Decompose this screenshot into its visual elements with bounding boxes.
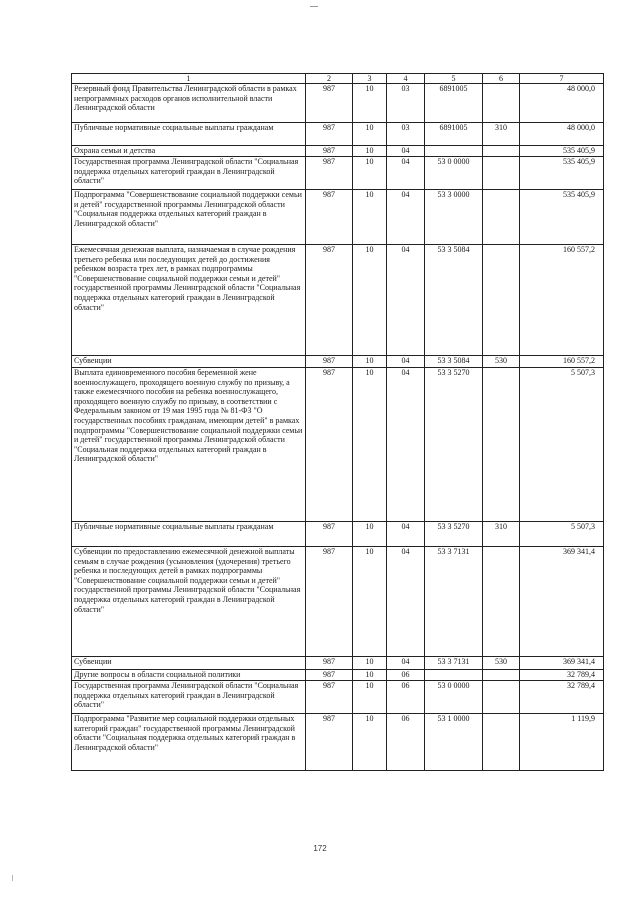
row-code-subsection: 03 [387,84,425,123]
header-cell: 3 [353,74,387,84]
row-amount: 369 341,4 [520,657,604,670]
row-code-target: 53 1 0000 [425,714,483,771]
row-code-subsection: 04 [387,157,425,190]
row-code-section: 10 [353,190,387,245]
table-row [72,714,604,771]
row-code-subsection: 06 [387,681,425,714]
row-code-section: 10 [353,670,387,681]
row-code-section: 10 [353,356,387,368]
row-code-target: 53 0 0000 [425,681,483,714]
scan-artifact-mark [310,6,318,7]
row-code-section: 10 [353,547,387,657]
table-row [72,368,604,522]
table-row [72,123,604,146]
table-row [72,522,604,547]
row-code-target: 53 3 7131 [425,547,483,657]
row-amount: 32 789,4 [520,670,604,681]
row-code-target: 53 3 0000 [425,190,483,245]
row-code-section: 10 [353,714,387,771]
row-amount: 535 405,9 [520,146,604,157]
row-code-subsection: 06 [387,714,425,771]
row-code-subsection: 04 [387,522,425,547]
row-code-target: 53 0 0000 [425,157,483,190]
row-code-ministry: 987 [306,681,353,714]
table-row [72,245,604,356]
row-code-ministry: 987 [306,356,353,368]
row-amount: 160 557,2 [520,245,604,356]
table-row [72,547,604,657]
row-code-ministry: 987 [306,547,353,657]
row-code-target: 53 3 5270 [425,368,483,522]
row-code-section: 10 [353,157,387,190]
row-name: Подпрограмма "Совершенствование социальной поддержки семьи и детей" государственной программы Ленинградской области "Социальная поддержка отдельных категорий граждан в Ленинградской области" [72,190,306,245]
table-row [72,356,604,368]
table-row [72,657,604,670]
table-row [72,190,604,245]
row-code-expense-type [483,245,520,356]
row-code-expense-type [483,547,520,657]
row-amount: 32 789,4 [520,681,604,714]
row-code-ministry: 987 [306,657,353,670]
row-code-expense-type [483,714,520,771]
row-amount: 160 557,2 [520,356,604,368]
row-name: Ежемесячная денежная выплата, назначаемая в случае рождения третьего ребенка или последующих детей до достижения ребенком возраста трех лет, в рамках подпрограммы "Совершенствование социальной поддержки семьи и детей" государственной программы Ленинградской области "Социальная поддержка отдельных категорий граждан в Ленинградской области" [72,245,306,356]
row-code-ministry: 987 [306,123,353,146]
row-amount: 48 000,0 [520,84,604,123]
row-amount: 535 405,9 [520,157,604,190]
row-code-subsection: 04 [387,245,425,356]
header-cell: 2 [306,74,353,84]
page-number: 172 [313,844,327,853]
row-code-target: 53 3 7131 [425,657,483,670]
row-code-subsection: 03 [387,123,425,146]
row-code-target: 53 3 5084 [425,245,483,356]
row-code-section: 10 [353,681,387,714]
row-code-expense-type: 310 [483,522,520,547]
row-code-expense-type [483,146,520,157]
row-code-expense-type [483,670,520,681]
row-code-target [425,670,483,681]
row-code-target [425,146,483,157]
row-code-expense-type: 530 [483,356,520,368]
header-cell: 7 [520,74,604,84]
header-cell: 6 [483,74,520,84]
row-name: Субвенции [72,356,306,368]
row-code-expense-type: 310 [483,123,520,146]
row-code-ministry: 987 [306,245,353,356]
row-amount: 5 507,3 [520,522,604,547]
row-code-subsection: 04 [387,547,425,657]
row-amount: 48 000,0 [520,123,604,146]
row-code-section: 10 [353,522,387,547]
row-code-target: 53 3 5084 [425,356,483,368]
row-code-expense-type [483,190,520,245]
row-code-subsection: 04 [387,146,425,157]
row-amount: 1 119,9 [520,714,604,771]
row-name: Государственная программа Ленинградской области "Социальная поддержка отдельных категорий граждан в Ленинградской области" [72,681,306,714]
row-code-subsection: 04 [387,657,425,670]
table-row [72,84,604,123]
table-row [72,157,604,190]
table-row [72,146,604,157]
row-code-expense-type [483,84,520,123]
header-cell: 4 [387,74,425,84]
row-code-expense-type [483,681,520,714]
row-name: Субвенции [72,657,306,670]
row-code-ministry: 987 [306,190,353,245]
row-code-ministry: 987 [306,157,353,190]
row-code-section: 10 [353,84,387,123]
row-code-target: 6891005 [425,84,483,123]
row-code-ministry: 987 [306,84,353,123]
row-code-ministry: 987 [306,670,353,681]
row-name: Резервный фонд Правительства Ленинградской области в рамках непрограммных расходов органов исполнительной власти Ленинградской области [72,84,306,123]
header-cell: 5 [425,74,483,84]
row-code-ministry: 987 [306,522,353,547]
row-code-target: 6891005 [425,123,483,146]
row-name: Другие вопросы в области социальной политики [72,670,306,681]
scan-artifact-mark [12,875,13,881]
row-name: Охрана семьи и детства [72,146,306,157]
row-code-section: 10 [353,657,387,670]
row-amount: 535 405,9 [520,190,604,245]
header-cell: 1 [72,74,306,84]
row-code-expense-type [483,157,520,190]
row-code-subsection: 04 [387,356,425,368]
row-name: Подпрограмма "Развитие мер социальной поддержки отдельных категорий граждан" государственной программы Ленинградской области "Социальная поддержка отдельных категорий граждан в Ленинградской области" [72,714,306,771]
row-amount: 369 341,4 [520,547,604,657]
row-code-subsection: 06 [387,670,425,681]
row-code-section: 10 [353,245,387,356]
row-code-expense-type: 530 [483,657,520,670]
row-name: Субвенции по предоставлению ежемесячной денежной выплаты семьям в случае рождения (усыновления (удочерения) третьего ребенка и последующих детей в рамках подпрограммы "Совершенствование социальной поддержки семьи и детей" государственной программы Ленинградской области "Социальная поддержка отдельных категорий граждан в Ленинградской области" [72,547,306,657]
row-code-subsection: 04 [387,190,425,245]
row-name: Выплата единовременного пособия беременной жене военнослужащего, проходящего военную службу по призыву, а также ежемесячного пособия на ребенка военнослужащего, проходящего военную службу по призыву, в соответствии с Федеральным законом от 19 мая 1995 года № 81-ФЗ "О государственных пособиях гражданам, имеющим детей" в рамках подпрограммы "Совершенствование социальной поддержки семьи и детей" государственной программы Ленинградской области "Социальная поддержка отдельных категорий граждан в Ленинградской области" [72,368,306,522]
row-code-ministry: 987 [306,714,353,771]
row-code-section: 10 [353,368,387,522]
table-row [72,670,604,681]
row-code-expense-type [483,368,520,522]
row-code-ministry: 987 [306,368,353,522]
row-code-ministry: 987 [306,146,353,157]
row-code-target: 53 3 5270 [425,522,483,547]
row-name: Публичные нормативные социальные выплаты гражданам [72,123,306,146]
row-name: Публичные нормативные социальные выплаты гражданам [72,522,306,547]
budget-table [71,73,604,771]
row-code-section: 10 [353,123,387,146]
row-name: Государственная программа Ленинградской области "Социальная поддержка отдельных категорий граждан в Ленинградской области" [72,157,306,190]
table-row [72,681,604,714]
table-header-row [72,74,604,84]
row-amount: 5 507,3 [520,368,604,522]
row-code-subsection: 04 [387,368,425,522]
row-code-section: 10 [353,146,387,157]
